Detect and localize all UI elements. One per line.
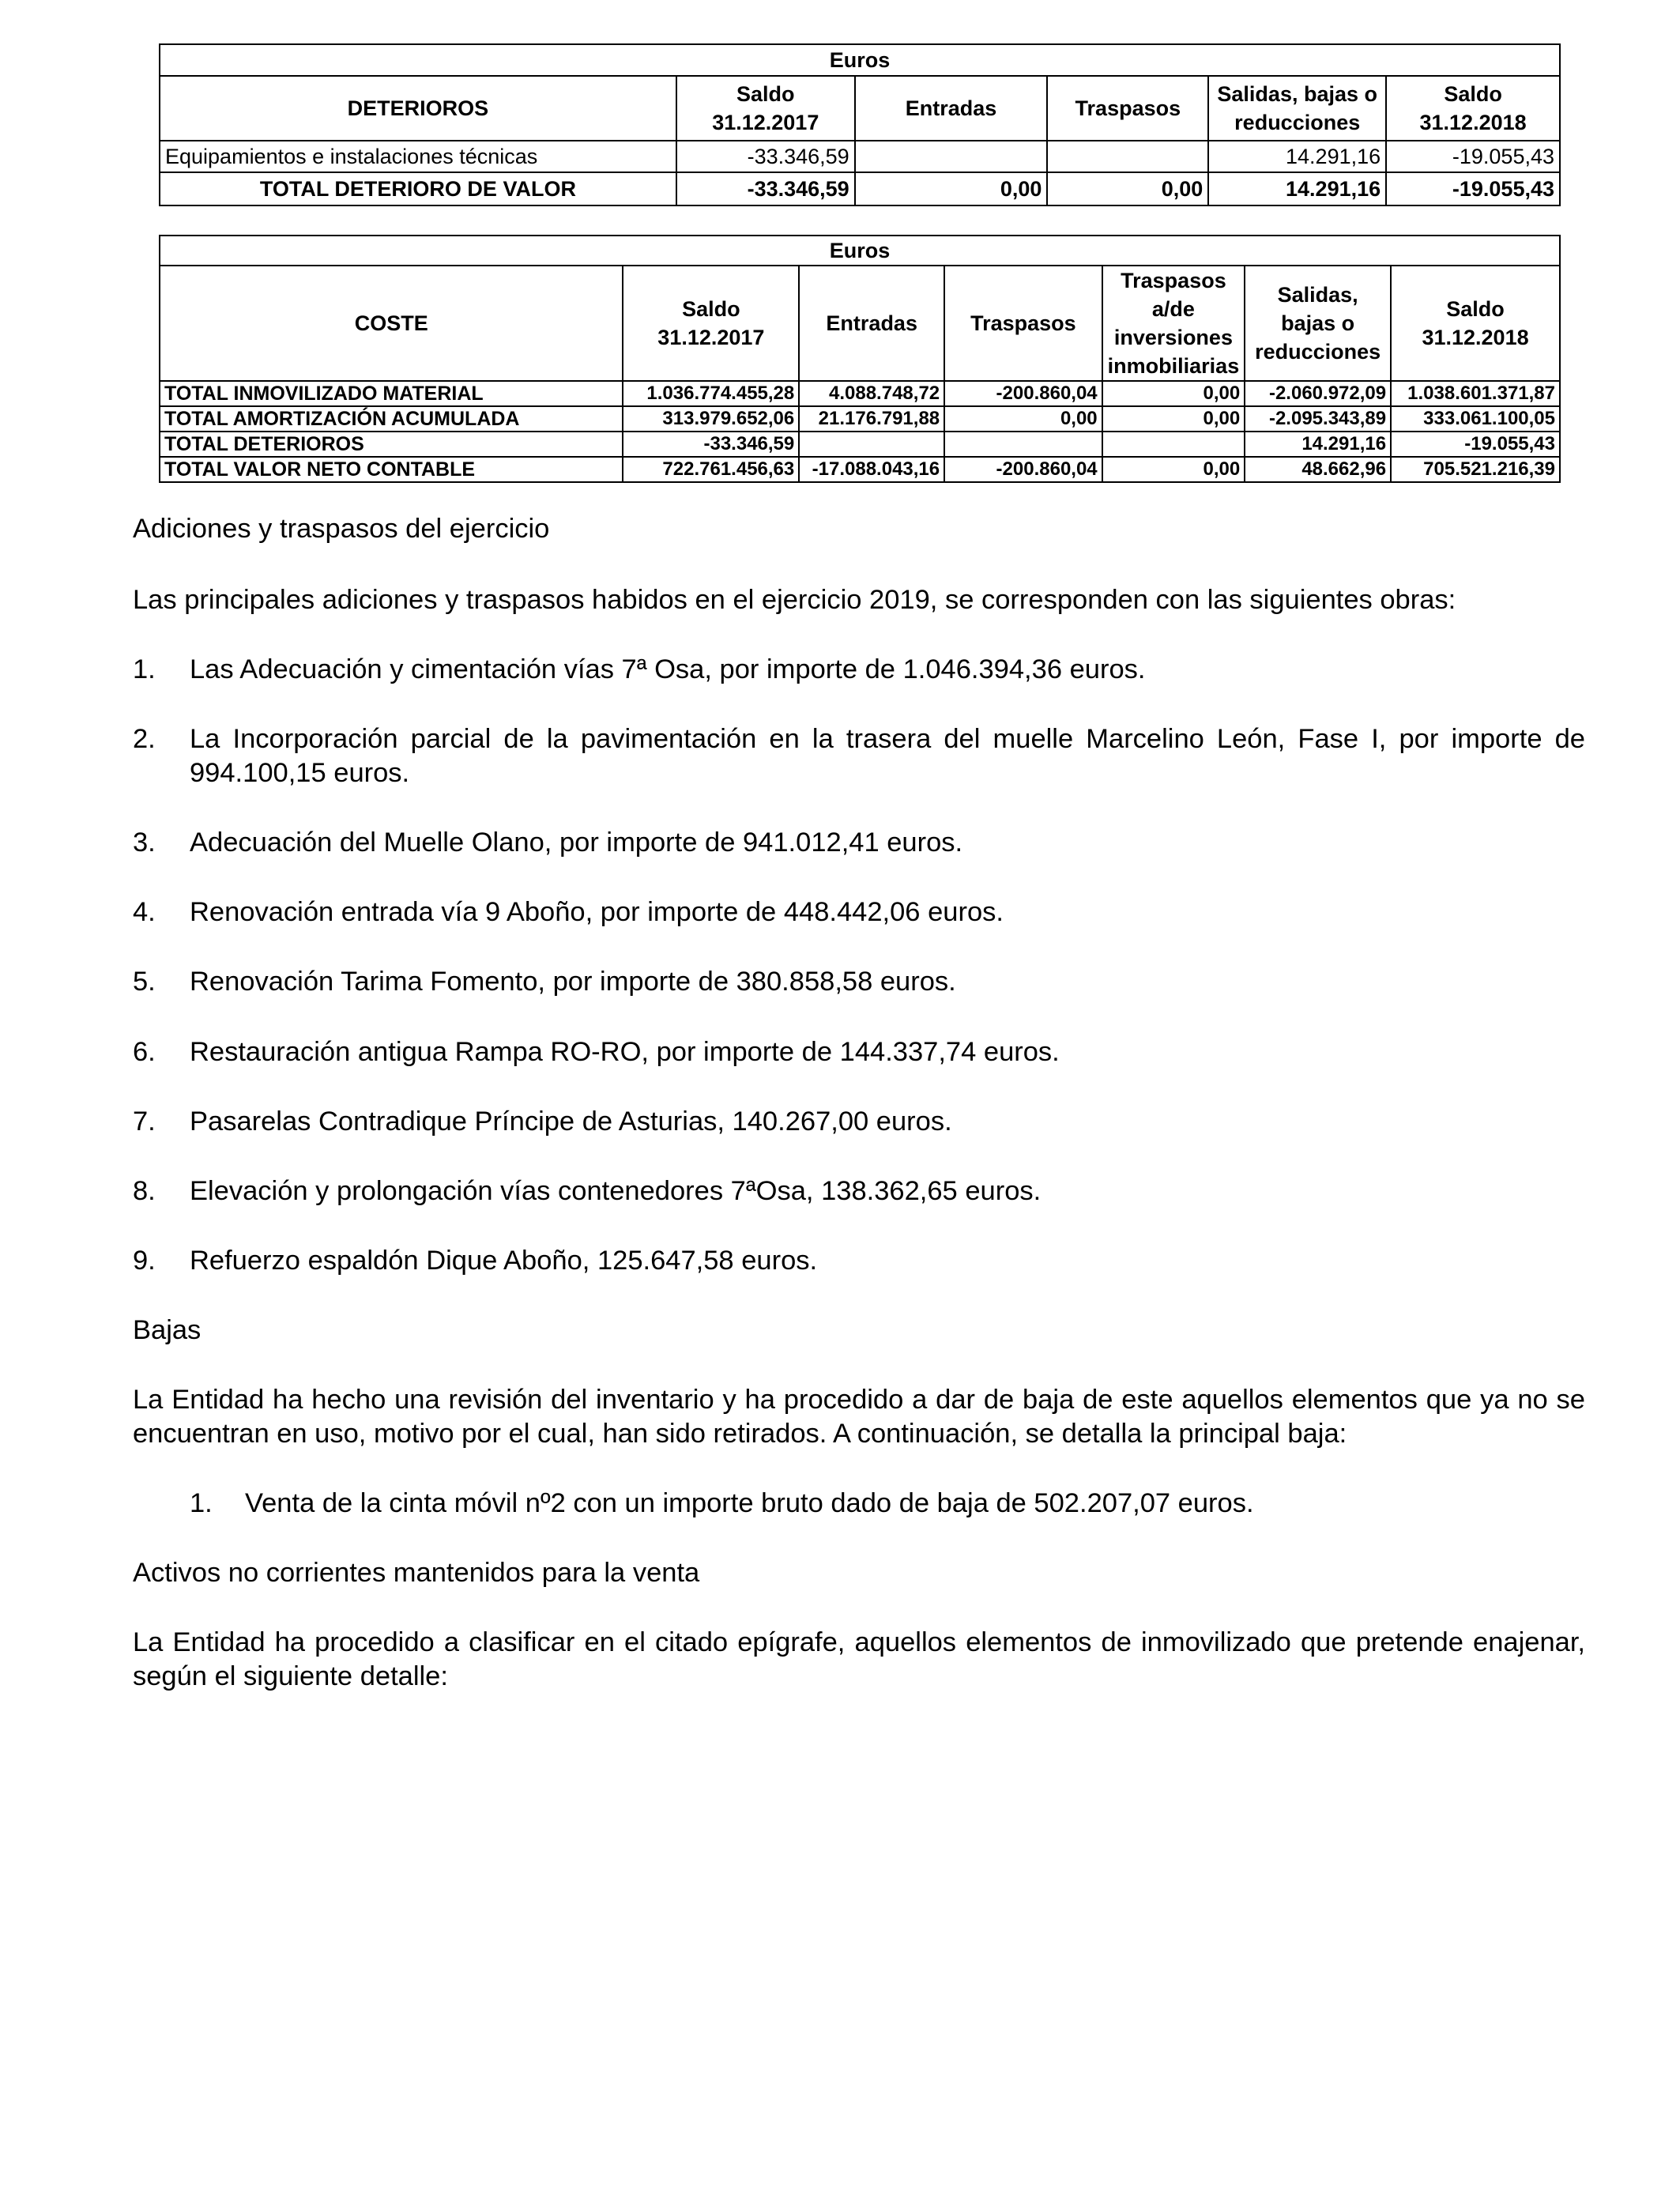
coste-table xyxy=(159,235,1561,483)
list-text: La Incorporación parcial de la pavimentación en la trasera del muelle Marcelino León, Fase I, por importe de 994.100,15 euros. xyxy=(190,724,1585,788)
section-heading-bajas: Bajas xyxy=(133,1315,202,1345)
table-cell: -200.860,04 xyxy=(944,457,1102,482)
table-cell: 0,00 xyxy=(1102,381,1245,406)
total-cell: 14.291,16 xyxy=(1208,172,1386,205)
list-text: Renovación Tarima Fomento, por importe de 380.858,58 euros. xyxy=(190,967,956,997)
list-text: Renovación entrada vía 9 Aboño, por importe de 448.442,06 euros. xyxy=(190,897,1004,927)
euros-header: Euros xyxy=(160,236,1560,266)
table-cell: 21.176.791,88 xyxy=(799,406,944,432)
list-text: Adecuación del Muelle Olano, por importe de 941.012,41 euros. xyxy=(190,827,963,858)
row-label: TOTAL AMORTIZACIÓN ACUMULADA xyxy=(160,406,623,432)
total-row xyxy=(160,172,1560,205)
table-cell: 313.979.652,06 xyxy=(623,406,799,432)
row-label: TOTAL DETERIOROS xyxy=(160,432,623,457)
list-text: Pasarelas Contradique Príncipe de Asturias, 140.267,00 euros. xyxy=(190,1106,952,1137)
list-text: Venta de la cinta móvil nº2 con un importe bruto dado de baja de 502.207,07 euros. xyxy=(245,1488,1254,1518)
section-heading-adiciones: Adiciones y traspasos del ejercicio xyxy=(133,514,550,544)
table-cell: 4.088.748,72 xyxy=(799,381,944,406)
bajas-intro: La Entidad ha hecho una revisión del inventario y ha procedido a dar de baja de este aquellos elementos que ya no se encuentran en uso, motivo por el cual, han sido retirados. A continuación, se detalla la principal baja: xyxy=(133,1385,1585,1449)
column-header: Entradas xyxy=(855,76,1048,141)
total-cell: 0,00 xyxy=(855,172,1048,205)
table-cell xyxy=(944,432,1102,457)
column-header: Traspasos xyxy=(944,266,1102,381)
table-cell: 0,00 xyxy=(1102,457,1245,482)
table-cell: -2.060.972,09 xyxy=(1245,381,1391,406)
table-cell: -17.088.043,16 xyxy=(799,457,944,482)
list-text: Refuerzo espaldón Dique Aboño, 125.647,58 euros. xyxy=(190,1246,818,1276)
list-number: 1. xyxy=(190,1488,213,1518)
total-cell: -19.055,43 xyxy=(1386,172,1560,205)
row-label: TOTAL VALOR NETO CONTABLE xyxy=(160,457,623,482)
list-item xyxy=(133,653,1585,687)
table-row xyxy=(160,141,1560,172)
column-header: Saldo 31.12.2018 xyxy=(1386,76,1560,141)
table-cell: 722.761.456,63 xyxy=(623,457,799,482)
table-cell xyxy=(855,141,1048,172)
table-cell: -200.860,04 xyxy=(944,381,1102,406)
table-cell: 1.038.601.371,87 xyxy=(1391,381,1560,406)
list-number: 5. xyxy=(133,967,156,997)
list-item xyxy=(133,826,1585,860)
column-header: Traspasos a/de inversiones inmobiliarias xyxy=(1102,266,1245,381)
table-row xyxy=(160,381,1560,406)
list-item xyxy=(133,1174,1585,1208)
table-cell: 705.521.216,39 xyxy=(1391,457,1560,482)
list-number: 6. xyxy=(133,1037,156,1067)
table-cell xyxy=(799,432,944,457)
table-cell: 0,00 xyxy=(1102,406,1245,432)
list-number: 8. xyxy=(133,1176,156,1206)
table-cell: -2.095.343,89 xyxy=(1245,406,1391,432)
column-header: Traspasos xyxy=(1047,76,1208,141)
column-header: COSTE xyxy=(160,266,623,381)
table-row xyxy=(160,432,1560,457)
list-number: 7. xyxy=(133,1106,156,1137)
table-cell: -19.055,43 xyxy=(1391,432,1560,457)
list-item xyxy=(133,895,1585,929)
list-number: 9. xyxy=(133,1246,156,1276)
table-cell: -33.346,59 xyxy=(623,432,799,457)
column-header: Saldo 31.12.2017 xyxy=(623,266,799,381)
total-label: TOTAL DETERIORO DE VALOR xyxy=(160,172,676,205)
list-item xyxy=(133,1244,1585,1278)
list-item xyxy=(133,1105,1585,1139)
total-cell: 0,00 xyxy=(1047,172,1208,205)
table-cell: -33.346,59 xyxy=(676,141,855,172)
column-header: Saldo 31.12.2017 xyxy=(676,76,855,141)
table-cell xyxy=(1047,141,1208,172)
table-cell: 0,00 xyxy=(944,406,1102,432)
euros-header: Euros xyxy=(160,44,1560,76)
column-header: Saldo 31.12.2018 xyxy=(1391,266,1560,381)
list-item xyxy=(133,722,1585,790)
column-header: Salidas, bajas o reducciones xyxy=(1245,266,1391,381)
activos-intro: La Entidad ha procedido a clasificar en el citado epígrafe, aquellos elementos de inmovilizado que pretende enajenar, según el siguiente detalle: xyxy=(133,1627,1585,1691)
deterioros-table xyxy=(159,43,1561,206)
table-cell: 14.291,16 xyxy=(1245,432,1391,457)
list-number: 2. xyxy=(133,724,156,754)
list-item xyxy=(133,1487,1585,1521)
list-number: 4. xyxy=(133,897,156,927)
total-cell: -33.346,59 xyxy=(676,172,855,205)
table-row xyxy=(160,406,1560,432)
table-cell: 1.036.774.455,28 xyxy=(623,381,799,406)
table-cell: 14.291,16 xyxy=(1208,141,1386,172)
table-cell: 333.061.100,05 xyxy=(1391,406,1560,432)
list-number: 1. xyxy=(133,654,156,684)
section-heading-activos: Activos no corrientes mantenidos para la venta xyxy=(133,1558,700,1588)
list-item xyxy=(133,1035,1585,1069)
row-label: TOTAL INMOVILIZADO MATERIAL xyxy=(160,381,623,406)
table-cell: 48.662,96 xyxy=(1245,457,1391,482)
list-item xyxy=(133,965,1585,999)
list-number: 3. xyxy=(133,827,156,858)
table-cell xyxy=(1102,432,1245,457)
list-text: Restauración antigua Rampa RO-RO, por importe de 144.337,74 euros. xyxy=(190,1037,1060,1067)
column-header: DETERIOROS xyxy=(160,76,676,141)
adiciones-intro: Las principales adiciones y traspasos habidos en el ejercicio 2019, se corresponden con las siguientes obras: xyxy=(133,585,1456,615)
list-text: Elevación y prolongación vías contenedores 7ªOsa, 138.362,65 euros. xyxy=(190,1176,1042,1206)
column-header: Entradas xyxy=(799,266,944,381)
list-text: Las Adecuación y cimentación vías 7ª Osa, por importe de 1.046.394,36 euros. xyxy=(190,654,1146,684)
column-header: Salidas, bajas o reducciones xyxy=(1208,76,1386,141)
row-label: Equipamientos e instalaciones técnicas xyxy=(160,141,676,172)
table-row xyxy=(160,457,1560,482)
table-cell: -19.055,43 xyxy=(1386,141,1560,172)
